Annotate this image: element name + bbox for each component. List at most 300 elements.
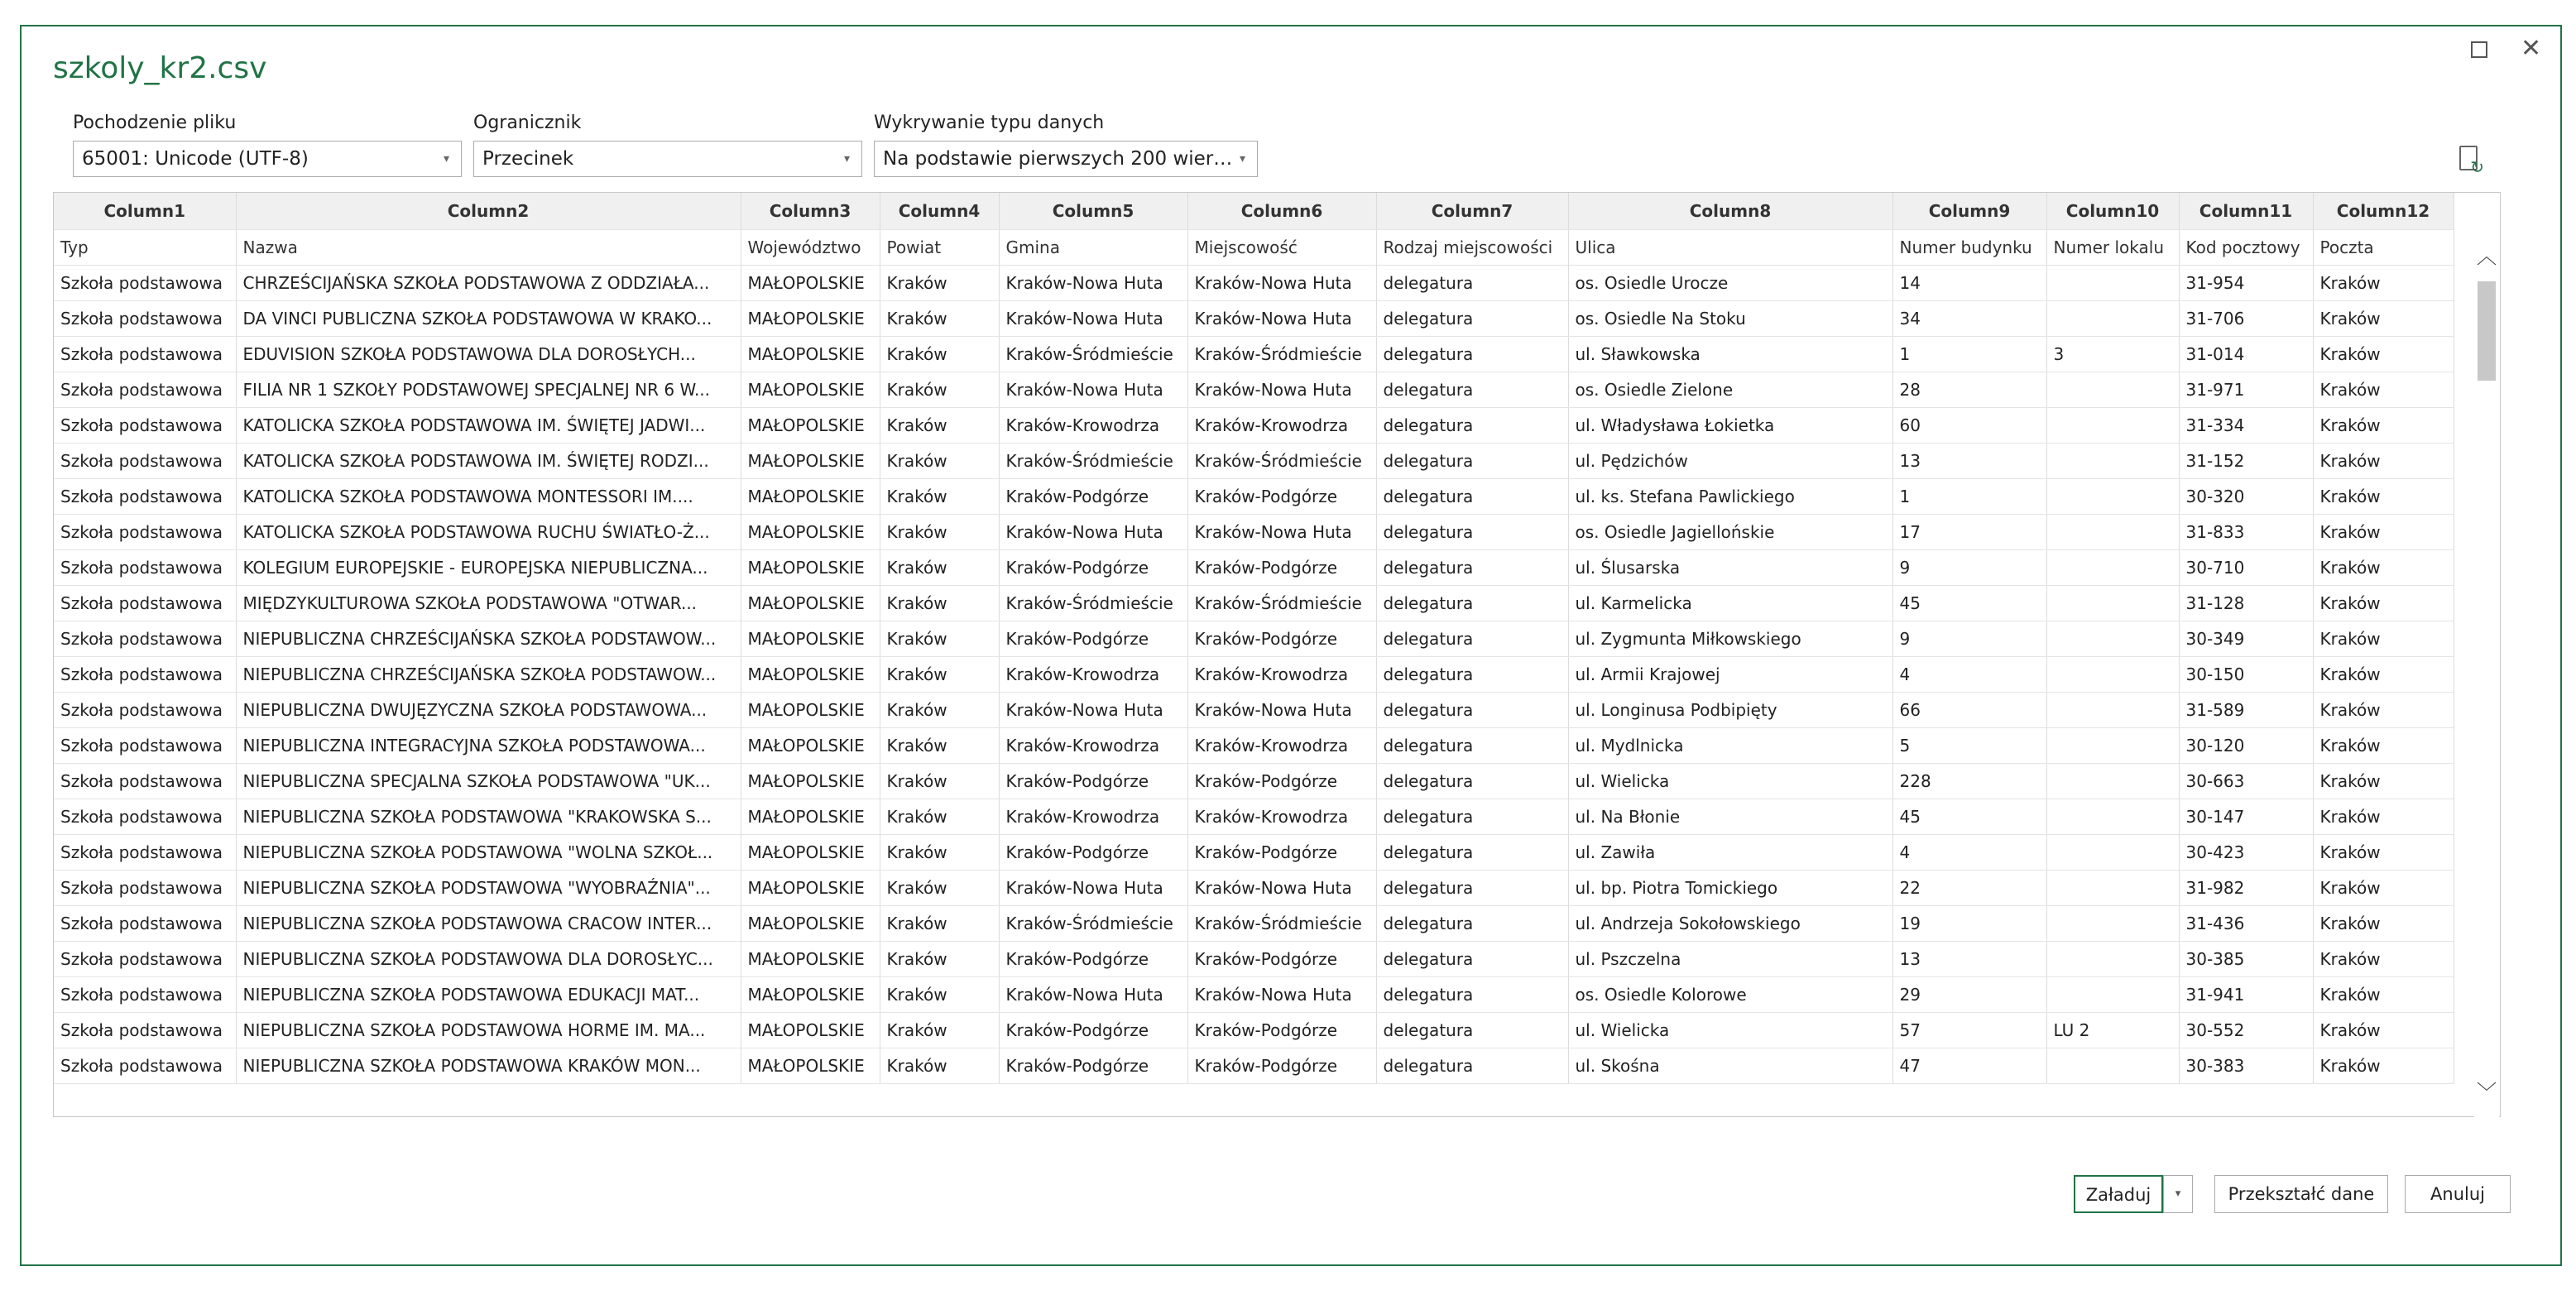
table-cell: Szkoła podstawowa (54, 692, 236, 727)
table-cell: Kraków-Krowodrza (1187, 727, 1376, 763)
table-row (54, 1012, 2454, 1048)
table-cell: delegatura (1376, 443, 1568, 478)
table-cell: delegatura (1376, 265, 1568, 300)
table-cell: Szkoła podstawowa (54, 621, 236, 656)
table-cell: Kraków-Podgórze (1187, 549, 1376, 585)
table-cell: Kraków-Nowa Huta (999, 265, 1187, 300)
table-cell: 30-120 (2179, 727, 2313, 763)
table-cell: Kraków (880, 870, 999, 905)
table-cell: 30-320 (2179, 478, 2313, 514)
table-cell (2046, 549, 2179, 585)
table-cell (2046, 265, 2179, 300)
table-cell: 30-150 (2179, 656, 2313, 692)
column-header[interactable]: Column2 (236, 193, 741, 229)
table-cell: Kraków-Nowa Huta (999, 976, 1187, 1012)
table-cell: MAŁOPOLSKIE (741, 1048, 880, 1083)
table-cell: Kraków-Śródmieście (1187, 336, 1376, 372)
table-cell: KATOLICKA SZKOŁA PODSTAWOWA MONTESSORI IM.... (236, 478, 741, 514)
table-cell: delegatura (1376, 870, 1568, 905)
table-cell: delegatura (1376, 763, 1568, 799)
table-cell: ul. Skośna (1568, 1048, 1892, 1083)
table-cell (2046, 300, 2179, 336)
delimiter-select[interactable] (473, 141, 862, 177)
table-cell: 31-152 (2179, 443, 2313, 478)
table-cell: MAŁOPOLSKIE (741, 834, 880, 870)
table-cell: 29 (1892, 976, 2046, 1012)
table-cell: Województwo (741, 229, 880, 265)
table-cell: Nazwa (236, 229, 741, 265)
table-cell: Kraków (2313, 727, 2454, 763)
table-cell: Ulica (1568, 229, 1892, 265)
table-cell: 30-552 (2179, 1012, 2313, 1048)
table-cell: Szkoła podstawowa (54, 514, 236, 549)
table-cell: Szkoła podstawowa (54, 834, 236, 870)
table-cell: 30-385 (2179, 941, 2313, 976)
table-cell: delegatura (1376, 941, 1568, 976)
table-cell: 13 (1892, 443, 2046, 478)
delimiter-value: Przecinek (482, 148, 574, 170)
table-cell: Kraków (2313, 834, 2454, 870)
table-cell: Szkoła podstawowa (54, 336, 236, 372)
table-cell: NIEPUBLICZNA SZKOŁA PODSTAWOWA KRAKÓW MON... (236, 1048, 741, 1083)
table-cell: Kraków (2313, 407, 2454, 443)
table-cell: 31-706 (2179, 300, 2313, 336)
table-cell (2046, 905, 2179, 941)
column-header[interactable]: Column4 (880, 193, 999, 229)
table-cell: Kraków (880, 727, 999, 763)
table-cell: 14 (1892, 265, 2046, 300)
table-cell (2046, 443, 2179, 478)
table-row (54, 549, 2454, 585)
table-cell: MAŁOPOLSKIE (741, 300, 880, 336)
preview-table-container (53, 192, 2501, 1117)
table-cell: Kraków-Podgórze (999, 941, 1187, 976)
table-cell: Kraków (2313, 799, 2454, 834)
refresh-icon[interactable] (2459, 146, 2478, 170)
table-cell: 17 (1892, 514, 2046, 549)
table-cell: Kraków (2313, 692, 2454, 727)
table-cell: Kraków-Nowa Huta (1187, 265, 1376, 300)
table-cell: ul. Mydlnicka (1568, 727, 1892, 763)
table-cell: Kraków (880, 941, 999, 976)
scrollbar-thumb[interactable] (2478, 281, 2496, 381)
table-cell: Kraków (880, 514, 999, 549)
table-cell: 31-971 (2179, 372, 2313, 407)
table-cell: Kraków (2313, 763, 2454, 799)
table-cell: Kraków-Podgórze (999, 549, 1187, 585)
table-row (54, 656, 2454, 692)
table-row (54, 514, 2454, 549)
table-cell: 34 (1892, 300, 2046, 336)
table-cell: Szkoła podstawowa (54, 549, 236, 585)
table-cell: Kraków-Podgórze (999, 621, 1187, 656)
table-cell: NIEPUBLICZNA SZKOŁA PODSTAWOWA "KRAKOWSKA S... (236, 799, 741, 834)
table-row (54, 834, 2454, 870)
table-cell: Gmina (999, 229, 1187, 265)
column-header[interactable]: Column3 (741, 193, 880, 229)
table-cell: Szkoła podstawowa (54, 372, 236, 407)
table-cell: 28 (1892, 372, 2046, 407)
table-cell: 3 (2046, 336, 2179, 372)
table-cell: Kraków (880, 265, 999, 300)
chevron-down-icon: ▾ (843, 152, 850, 165)
column-header[interactable]: Column7 (1376, 193, 1568, 229)
table-cell: Kraków-Krowodrza (999, 656, 1187, 692)
table-row (54, 692, 2454, 727)
table-row (54, 478, 2454, 514)
table-cell: Szkoła podstawowa (54, 478, 236, 514)
file-origin-value: 65001: Unicode (UTF-8) (82, 148, 309, 170)
table-row (54, 443, 2454, 478)
table-row (54, 585, 2454, 621)
table-cell: Szkoła podstawowa (54, 585, 236, 621)
table-cell: 22 (1892, 870, 2046, 905)
table-row (54, 870, 2454, 905)
table-row (54, 941, 2454, 976)
table-cell: Kraków (880, 976, 999, 1012)
table-cell: Kraków-Śródmieście (1187, 905, 1376, 941)
table-cell: MAŁOPOLSKIE (741, 905, 880, 941)
table-cell: MAŁOPOLSKIE (741, 514, 880, 549)
table-cell: Szkoła podstawowa (54, 407, 236, 443)
column-header[interactable]: Column6 (1187, 193, 1376, 229)
table-cell: 31-589 (2179, 692, 2313, 727)
table-cell (2046, 478, 2179, 514)
table-cell: ul. Wielicka (1568, 1012, 1892, 1048)
table-cell (2046, 799, 2179, 834)
table-cell (2046, 941, 2179, 976)
table-cell: Kraków (880, 905, 999, 941)
table-cell: Kraków (880, 372, 999, 407)
table-cell: MAŁOPOLSKIE (741, 692, 880, 727)
column-header[interactable]: Column11 (2179, 193, 2313, 229)
table-cell: DA VINCI PUBLICZNA SZKOŁA PODSTAWOWA W KRAKO... (236, 300, 741, 336)
table-cell: Kraków (2313, 1012, 2454, 1048)
table-cell: Kraków (2313, 265, 2454, 300)
cancel-button[interactable]: Anuluj (2405, 1175, 2511, 1213)
table-cell: Szkoła podstawowa (54, 905, 236, 941)
chevron-down-icon[interactable]: ﹀ (2477, 1081, 2497, 1104)
table-cell: Kraków-Śródmieście (999, 585, 1187, 621)
table-cell: Numer lokalu (2046, 229, 2179, 265)
table-cell: Miejscowość (1187, 229, 1376, 265)
table-cell: 31-334 (2179, 407, 2313, 443)
table-cell: Kraków-Śródmieście (1187, 585, 1376, 621)
table-cell: ul. Zygmunta Miłkowskiego (1568, 621, 1892, 656)
table-cell: MAŁOPOLSKIE (741, 265, 880, 300)
table-cell: Szkoła podstawowa (54, 443, 236, 478)
table-cell: Kraków-Nowa Huta (1187, 692, 1376, 727)
table-cell: NIEPUBLICZNA CHRZEŚCIJAŃSKA SZKOŁA PODSTAWOW... (236, 621, 741, 656)
table-cell: Szkoła podstawowa (54, 941, 236, 976)
table-row (54, 763, 2454, 799)
table-cell: KATOLICKA SZKOŁA PODSTAWOWA IM. ŚWIĘTEJ JADWI... (236, 407, 741, 443)
table-cell: 19 (1892, 905, 2046, 941)
table-cell: Kraków (880, 549, 999, 585)
table-cell: Kraków (2313, 336, 2454, 372)
table-cell: Kraków (880, 336, 999, 372)
table-cell: 30-710 (2179, 549, 2313, 585)
table-cell (2046, 372, 2179, 407)
table-cell: Powiat (880, 229, 999, 265)
table-cell: Kraków (880, 763, 999, 799)
table-cell: 30-147 (2179, 799, 2313, 834)
table-cell: 45 (1892, 585, 2046, 621)
table-cell: Kraków-Krowodrza (999, 799, 1187, 834)
table-cell: 13 (1892, 941, 2046, 976)
table-cell: MAŁOPOLSKIE (741, 656, 880, 692)
table-cell: 31-014 (2179, 336, 2313, 372)
table-cell: MAŁOPOLSKIE (741, 763, 880, 799)
table-cell: 31-436 (2179, 905, 2313, 941)
table-cell: ul. Pędzichów (1568, 443, 1892, 478)
table-cell: Szkoła podstawowa (54, 265, 236, 300)
load-menu-button[interactable]: ▾ (2163, 1175, 2193, 1213)
table-cell: Kraków-Podgórze (1187, 478, 1376, 514)
table-cell: delegatura (1376, 976, 1568, 1012)
table-cell: Kraków-Nowa Huta (1187, 300, 1376, 336)
table-cell: Szkoła podstawowa (54, 1048, 236, 1083)
table-cell: Kraków-Podgórze (1187, 621, 1376, 656)
table-cell: Szkoła podstawowa (54, 976, 236, 1012)
file-origin-select[interactable] (73, 141, 462, 177)
table-cell: Kraków-Nowa Huta (1187, 372, 1376, 407)
table-cell: 31-982 (2179, 870, 2313, 905)
column-header[interactable]: Column8 (1568, 193, 1892, 229)
file-title: szkoly_kr2.csv (53, 51, 267, 85)
table-cell: Rodzaj miejscowości (1376, 229, 1568, 265)
table-cell: delegatura (1376, 336, 1568, 372)
table-cell (2046, 976, 2179, 1012)
table-cell: Kraków (880, 799, 999, 834)
table-cell: ul. Karmelicka (1568, 585, 1892, 621)
table-cell: MAŁOPOLSKIE (741, 727, 880, 763)
table-cell: Szkoła podstawowa (54, 799, 236, 834)
table-cell: delegatura (1376, 407, 1568, 443)
table-row (54, 621, 2454, 656)
table-cell: ul. bp. Piotra Tomickiego (1568, 870, 1892, 905)
table-cell: EDUVISION SZKOŁA PODSTAWOWA DLA DOROSŁYCH... (236, 336, 741, 372)
table-cell: Kraków (880, 300, 999, 336)
table-row (54, 727, 2454, 763)
table-cell: Kraków (2313, 621, 2454, 656)
table-cell: delegatura (1376, 478, 1568, 514)
table-row (54, 905, 2454, 941)
table-cell: Kraków (880, 656, 999, 692)
table-cell: 45 (1892, 799, 2046, 834)
maximize-icon[interactable] (2471, 41, 2487, 58)
table-cell: Kraków (2313, 941, 2454, 976)
table-cell: Kraków (2313, 443, 2454, 478)
table-cell: LU 2 (2046, 1012, 2179, 1048)
table-cell: 30-349 (2179, 621, 2313, 656)
column-header[interactable]: Column9 (1892, 193, 2046, 229)
table-cell: Kraków-Podgórze (1187, 1048, 1376, 1083)
chevron-up-icon[interactable]: ︿ (2477, 245, 2497, 268)
table-cell: MAŁOPOLSKIE (741, 941, 880, 976)
table-cell: MAŁOPOLSKIE (741, 549, 880, 585)
table-cell: 9 (1892, 549, 2046, 585)
table-cell: Szkoła podstawowa (54, 727, 236, 763)
table-cell: ul. Sławkowska (1568, 336, 1892, 372)
table-cell: delegatura (1376, 1012, 1568, 1048)
table-cell: 66 (1892, 692, 2046, 727)
table-cell: Kraków (2313, 870, 2454, 905)
table-cell: MIĘDZYKULTUROWA SZKOŁA PODSTAWOWA "OTWAR... (236, 585, 741, 621)
table-cell: os. Osiedle Jagiellońskie (1568, 514, 1892, 549)
table-cell: NIEPUBLICZNA SZKOŁA PODSTAWOWA "WYOBRAŹNIA"... (236, 870, 741, 905)
table-cell: 60 (1892, 407, 2046, 443)
table-cell: Kraków-Śródmieście (999, 443, 1187, 478)
table-cell: 5 (1892, 727, 2046, 763)
table-cell: delegatura (1376, 549, 1568, 585)
delimiter-label: Ogranicznik (473, 113, 582, 133)
table-cell: 31-833 (2179, 514, 2313, 549)
table-cell: os. Osiedle Kolorowe (1568, 976, 1892, 1012)
table-cell: FILIA NR 1 SZKOŁY PODSTAWOWEJ SPECJALNEJ NR 6 W... (236, 372, 741, 407)
table-cell: ul. Longinusa Podbipięty (1568, 692, 1892, 727)
table-cell: CHRZEŚCIJAŃSKA SZKOŁA PODSTAWOWA Z ODDZIAŁA... (236, 265, 741, 300)
type-detection-label: Wykrywanie typu danych (874, 113, 1105, 133)
table-cell: Kraków-Nowa Huta (999, 692, 1187, 727)
table-cell: NIEPUBLICZNA SZKOŁA PODSTAWOWA CRACOW INTER... (236, 905, 741, 941)
table-row (54, 336, 2454, 372)
table-cell: delegatura (1376, 621, 1568, 656)
column-header[interactable]: Column10 (2046, 193, 2179, 229)
file-origin-label: Pochodzenie pliku (73, 113, 237, 133)
table-cell: Kraków (2313, 372, 2454, 407)
table-cell: 228 (1892, 763, 2046, 799)
table-cell: Kraków-Podgórze (999, 1012, 1187, 1048)
table-cell: MAŁOPOLSKIE (741, 443, 880, 478)
table-cell: Kraków (2313, 478, 2454, 514)
table-row (54, 372, 2454, 407)
table-cell: 1 (1892, 336, 2046, 372)
table-cell: Kraków-Krowodrza (999, 407, 1187, 443)
column-header[interactable]: Column5 (999, 193, 1187, 229)
table-cell: MAŁOPOLSKIE (741, 585, 880, 621)
table-cell: delegatura (1376, 300, 1568, 336)
table-cell: Kraków-Krowodrza (999, 727, 1187, 763)
table-cell: Kraków-Podgórze (1187, 763, 1376, 799)
table-cell: 1 (1892, 478, 2046, 514)
table-cell: MAŁOPOLSKIE (741, 799, 880, 834)
table-cell: NIEPUBLICZNA INTEGRACYJNA SZKOŁA PODSTAWOWA... (236, 727, 741, 763)
table-cell: Kraków (880, 407, 999, 443)
table-cell: delegatura (1376, 799, 1568, 834)
table-cell: delegatura (1376, 372, 1568, 407)
table-row (54, 407, 2454, 443)
table-cell: KATOLICKA SZKOŁA PODSTAWOWA RUCHU ŚWIATŁO-Ż... (236, 514, 741, 549)
table-cell: 30-663 (2179, 763, 2313, 799)
transform-data-button[interactable]: Przekształć dane (2214, 1175, 2388, 1213)
table-cell: Kraków-Krowodrza (1187, 799, 1376, 834)
table-cell: 30-383 (2179, 1048, 2313, 1083)
table-cell: NIEPUBLICZNA SZKOŁA PODSTAWOWA HORME IM. MA... (236, 1012, 741, 1048)
table-cell: Szkoła podstawowa (54, 1012, 236, 1048)
table-cell: 4 (1892, 656, 2046, 692)
table-row (54, 300, 2454, 336)
table-cell: 9 (1892, 621, 2046, 656)
table-cell: delegatura (1376, 1048, 1568, 1083)
table-cell: Kraków-Nowa Huta (1187, 870, 1376, 905)
table-cell: MAŁOPOLSKIE (741, 1012, 880, 1048)
table-cell: MAŁOPOLSKIE (741, 372, 880, 407)
table-cell (2046, 1048, 2179, 1083)
table-cell: Kraków-Podgórze (1187, 1012, 1376, 1048)
table-cell: Kod pocztowy (2179, 229, 2313, 265)
column-header[interactable]: Column1 (54, 193, 236, 229)
table-cell: ul. Wielicka (1568, 763, 1892, 799)
table-cell: NIEPUBLICZNA SZKOŁA PODSTAWOWA DLA DOROSŁYC... (236, 941, 741, 976)
column-header[interactable]: Column12 (2313, 193, 2454, 229)
close-icon[interactable]: ✕ (2521, 34, 2542, 63)
table-cell: KOLEGIUM EUROPEJSKIE - EUROPEJSKA NIEPUBLICZNA... (236, 549, 741, 585)
table-cell: Kraków (880, 478, 999, 514)
table-cell: Kraków (2313, 514, 2454, 549)
table-cell: 31-941 (2179, 976, 2313, 1012)
table-cell: ul. Zawiła (1568, 834, 1892, 870)
table-cell: ul. Pszczelna (1568, 941, 1892, 976)
load-button[interactable]: Załaduj (2074, 1175, 2163, 1213)
table-cell: delegatura (1376, 585, 1568, 621)
table-cell: delegatura (1376, 834, 1568, 870)
table-cell: Numer budynku (1892, 229, 2046, 265)
table-cell: MAŁOPOLSKIE (741, 976, 880, 1012)
table-cell: 4 (1892, 834, 2046, 870)
chevron-down-icon: ▾ (443, 152, 449, 165)
table-cell: 31-954 (2179, 265, 2313, 300)
table-cell: os. Osiedle Urocze (1568, 265, 1892, 300)
table-cell: os. Osiedle Na Stoku (1568, 300, 1892, 336)
table-cell: Kraków-Nowa Huta (999, 514, 1187, 549)
table-cell: Kraków (2313, 300, 2454, 336)
table-cell: Kraków-Śródmieście (999, 905, 1187, 941)
table-cell: 30-423 (2179, 834, 2313, 870)
table-cell: Kraków-Nowa Huta (1187, 514, 1376, 549)
table-cell: NIEPUBLICZNA SPECJALNA SZKOŁA PODSTAWOWA "UK... (236, 763, 741, 799)
table-cell: ul. Władysława Łokietka (1568, 407, 1892, 443)
table-cell: KATOLICKA SZKOŁA PODSTAWOWA IM. ŚWIĘTEJ RODZI... (236, 443, 741, 478)
table-cell: Kraków (880, 585, 999, 621)
table-cell: Kraków-Nowa Huta (999, 372, 1187, 407)
table-cell: NIEPUBLICZNA CHRZEŚCIJAŃSKA SZKOŁA PODSTAWOW... (236, 656, 741, 692)
table-cell: Kraków-Krowodrza (1187, 656, 1376, 692)
column-header-row (54, 193, 2454, 229)
table-cell: Kraków (2313, 1048, 2454, 1083)
table-cell: ul. Na Błonie (1568, 799, 1892, 834)
table-cell: Szkoła podstawowa (54, 656, 236, 692)
table-cell: MAŁOPOLSKIE (741, 336, 880, 372)
table-cell (2046, 692, 2179, 727)
table-cell: Kraków-Podgórze (1187, 834, 1376, 870)
table-cell: Kraków (2313, 905, 2454, 941)
table-cell: 57 (1892, 1012, 2046, 1048)
table-row (54, 1048, 2454, 1083)
table-cell: Kraków (2313, 976, 2454, 1012)
type-detection-select[interactable] (874, 141, 1258, 177)
table-cell: ul. Armii Krajowej (1568, 656, 1892, 692)
table-cell (2046, 656, 2179, 692)
table-cell (2046, 727, 2179, 763)
table-cell: MAŁOPOLSKIE (741, 870, 880, 905)
subheader-row (54, 229, 2454, 265)
table-cell: Poczta (2313, 229, 2454, 265)
vertical-scrollbar[interactable] (2474, 232, 2499, 1117)
table-cell: os. Osiedle Zielone (1568, 372, 1892, 407)
table-cell: Szkoła podstawowa (54, 870, 236, 905)
table-cell: Kraków (880, 443, 999, 478)
